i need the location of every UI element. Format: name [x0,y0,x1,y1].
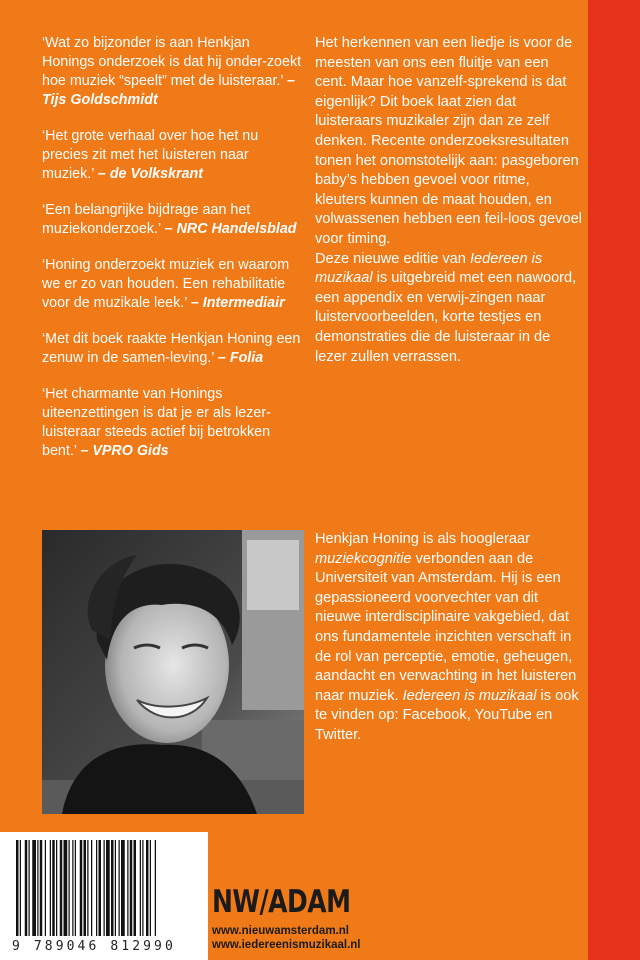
review-quotes [42,34,304,478]
review-quote: ‘Het charmante van Honings uiteenzettingen is dat je er als lezer-luisteraar steeds actief bij betrokken bent.’ – VPRO Gids [42,386,271,459]
book-title: Iedereen is muzikaal [402,687,537,704]
publisher-urls [212,924,361,952]
review-quote: ‘Honing onderzoekt muziek en waarom we er zo van houden. Een rehabilitatie voor de muzikale leek.’ – Intermediair [42,257,290,311]
quote-source: – Folia [217,350,264,366]
barcode-bars [14,840,196,940]
isbn-digits: 9 789046 812990 [12,939,176,954]
publisher-url: www.nieuwamsterdam.nl [212,925,349,937]
publisher-logo: NW/ADAM [212,883,351,920]
quote-source: – Intermediair [190,295,285,311]
edition-paragraph: Deze nieuwe editie van Iedereen is muzikaal is uitgebreid met een nawoord, een appendix en verwij-zingen naar luistervoorbeelden, korte testjes en demonstraties die de luisteraar in de lezer zullen verrassen. [315,250,577,365]
quote-source: – VPRO Gids [80,443,169,459]
quote-source: – de Volkskrant [97,166,204,182]
book-description [315,34,583,367]
quote-source: – Tijs Goldschmidt [42,73,295,108]
book-title: Iedereen is muzikaal [315,250,543,287]
barcode [0,832,208,960]
description-paragraph: Het herkennen van een liedje is voor de meesten van ons een fluitje van een cent. Maar hoe vanzelf-sprekend is dat eigenlijk? Dit boek laat zien dat luisteraars muzikaler zijn dan ze zelf denken. Recente onderzoeksresultaten tonen het onomstotelijk aan: pasgeboren baby’s hebben gevoel voor ritme, kleuters kunnen de maat houden, en volwassenen hebben een feil-loos gevoel voor timing. [315,35,582,247]
review-quote: ‘Wat zo bijzonder is aan Henkjan Honings onderzoek is dat hij onder-zoekt hoe muziek “speelt” met de luisteraar.’ – Tijs Goldschmidt [42,35,302,108]
review-quote: ‘Met dit boek raakte Henkjan Honing een zenuw in de samen-leving.’ – Folia [42,331,301,366]
author-bio: Henkjan Honing is als hoogleraar muziekcognitie verbonden aan de Universiteit van Amsterdam. Hij is een gepassioneerd voorvechter van dit nieuwe interdisciplinaire vakgebied, dat ons fundamentele inzichten verschaft in de rol van perceptie, emotie, geheugen, aandacht en verwachting in het luisteren naar muziek. Iedereen is muzikaal is ook te vinden op: Facebook, YouTube en Twitter. [315,531,579,743]
review-quote: ‘Een belangrijke bijdrage aan het muziekonderzoek.’ – NRC Handelsblad [42,202,297,237]
quote-source: – NRC Handelsblad [164,221,297,237]
author-photo [42,530,304,814]
review-quote: ‘Het grote verhaal over hoe het nu precies zit met het luisteren naar muziek.’ – de Volkskrant [42,128,259,182]
spine-strip [588,0,640,960]
book-url: www.iedereenismuzikaal.nl [212,939,361,951]
